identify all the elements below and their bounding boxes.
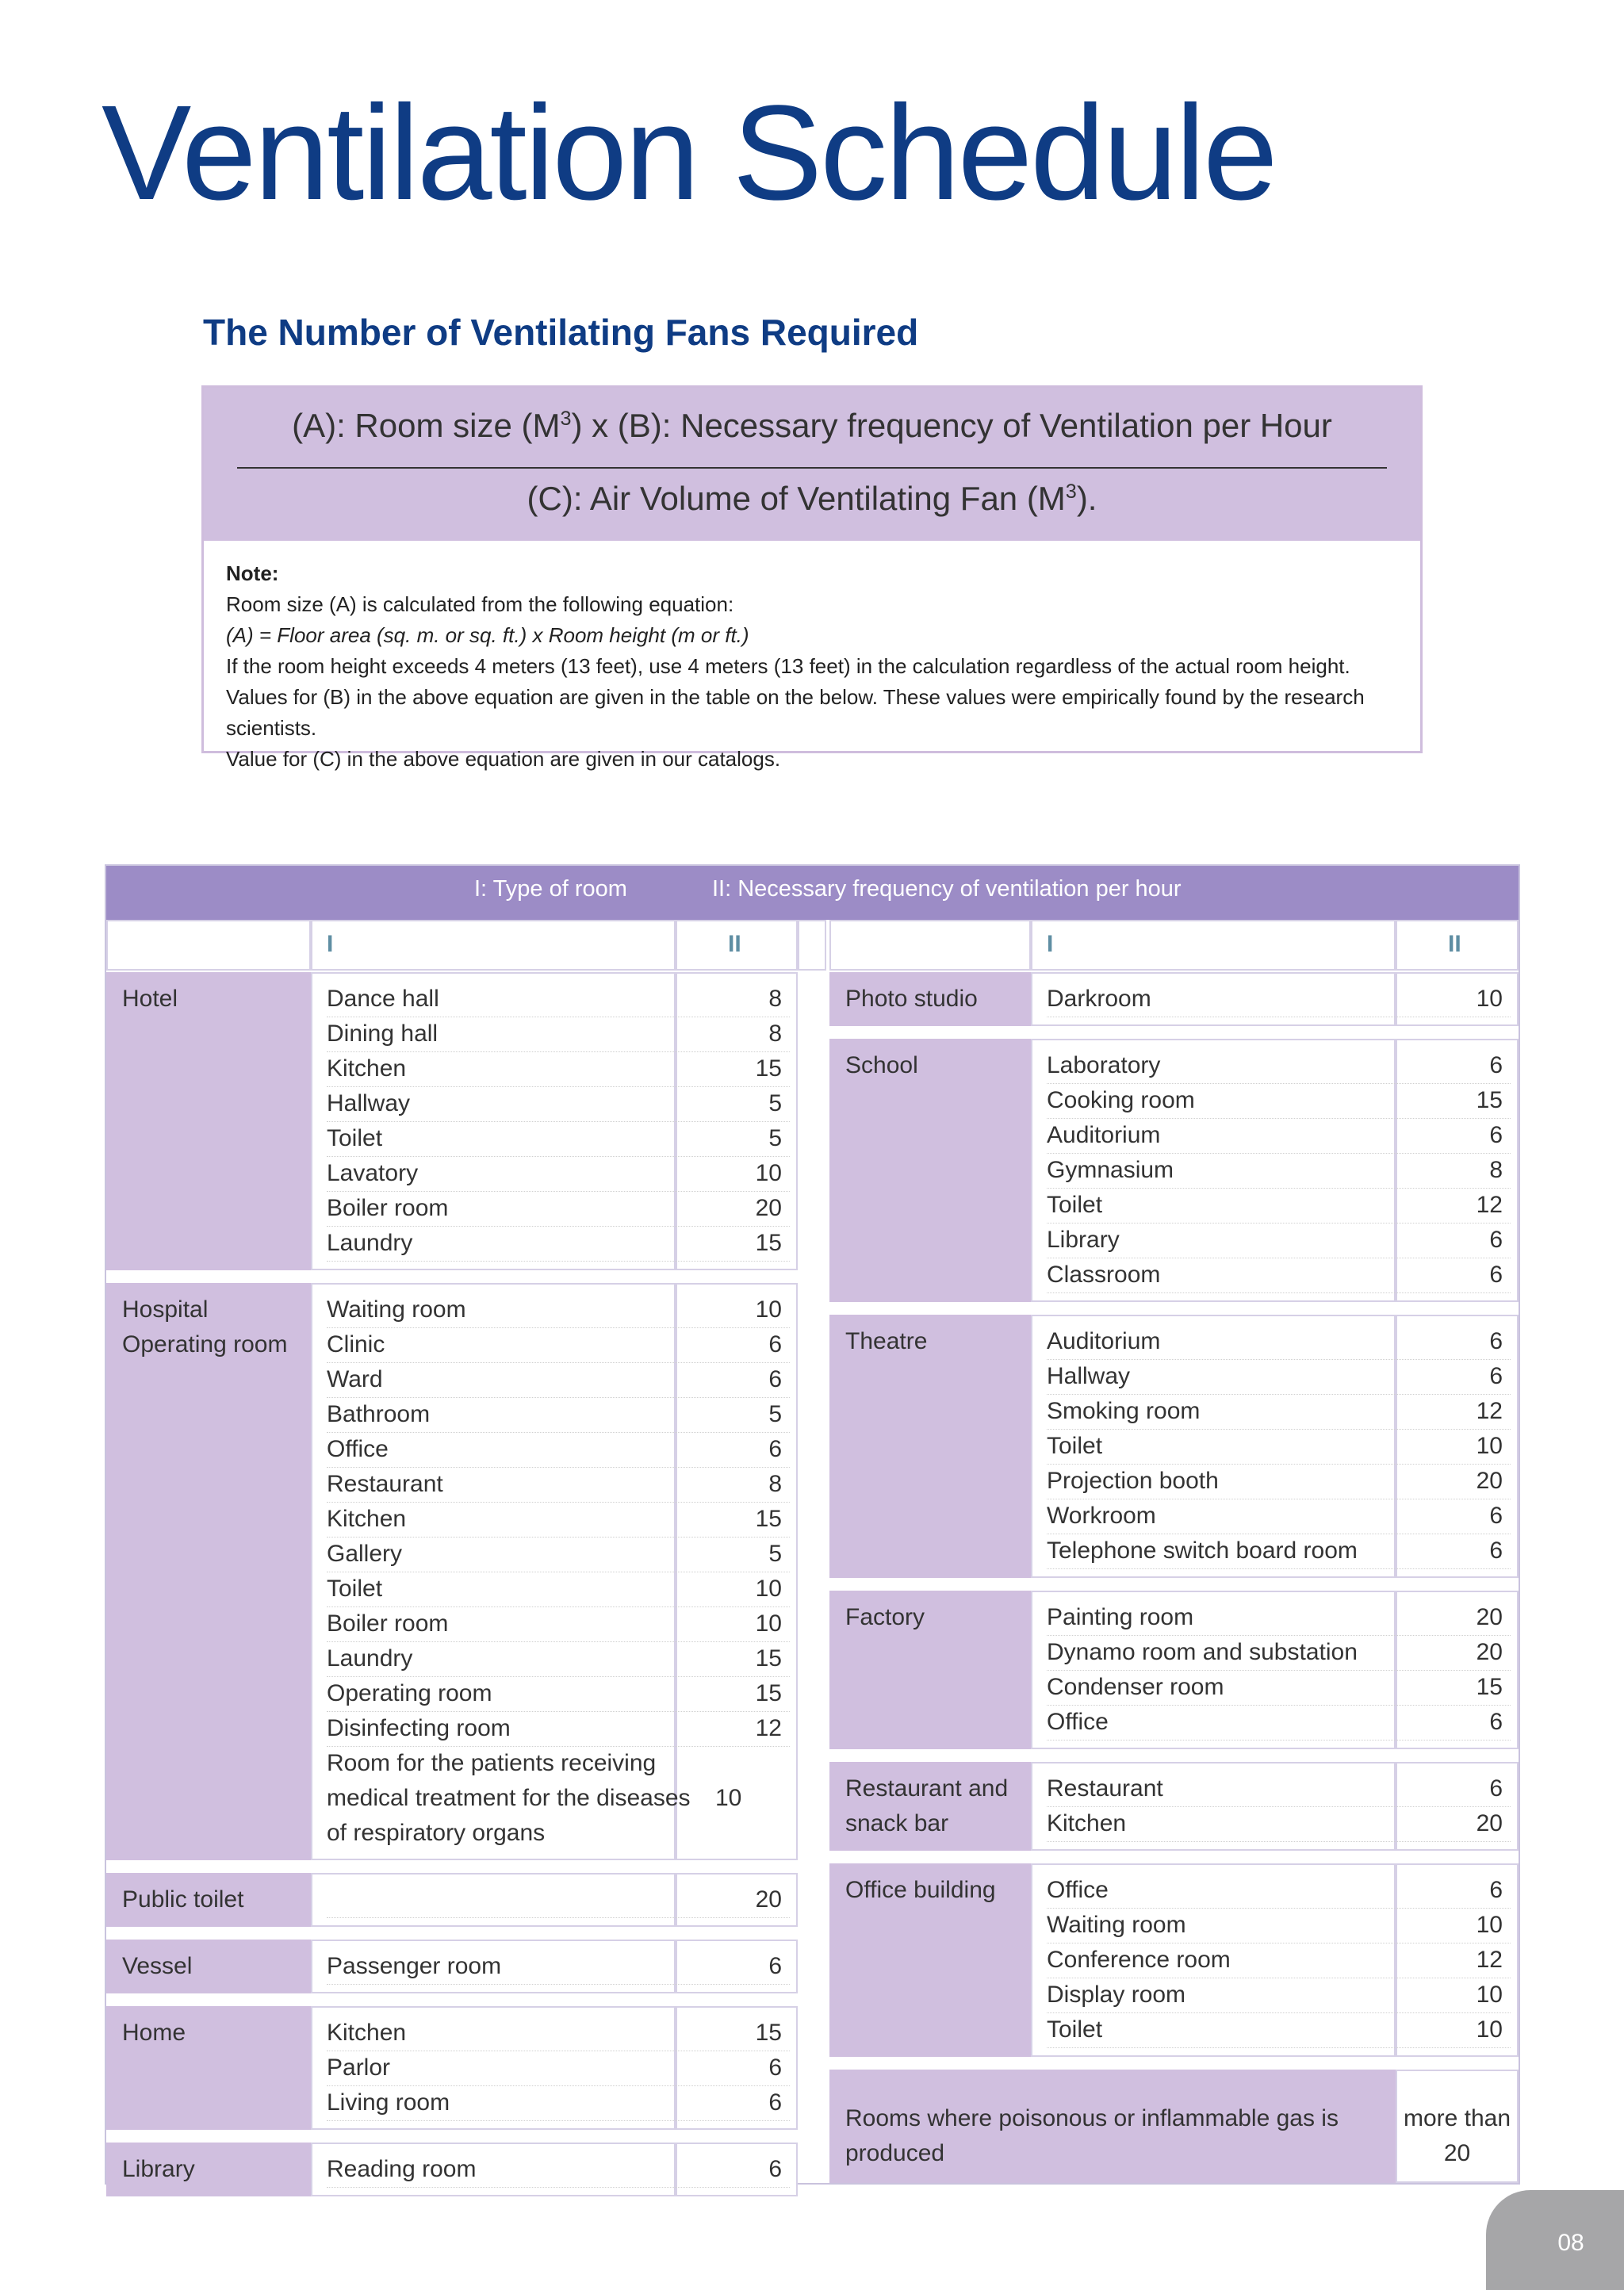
category-cell: Vessel xyxy=(106,1940,311,1993)
table-row xyxy=(327,1641,790,1677)
frequency-value: 10 xyxy=(755,1576,782,1602)
table-row xyxy=(327,1362,790,1398)
frequency-value: 10 xyxy=(1476,1982,1503,2008)
frequency-value: 15 xyxy=(755,1055,782,1082)
frequency-value: 5 xyxy=(768,1401,782,1427)
formula-numerator: (A): Room size $(M^3)$ x (B): Necessary frequency of Ventilation per Hour xyxy=(292,407,1332,444)
category-cell: Factory xyxy=(829,1591,1031,1749)
table-row xyxy=(1047,1873,1511,1909)
table-row xyxy=(1047,1359,1511,1395)
table-row xyxy=(1047,1670,1511,1706)
table-row xyxy=(327,1572,790,1607)
table-row xyxy=(327,1676,790,1712)
table-row xyxy=(327,1882,790,1918)
frequency-value: 6 xyxy=(1489,1775,1503,1802)
room-name: Toilet xyxy=(1047,1433,1103,1459)
frequency-value: 6 xyxy=(768,2089,782,2116)
room-name: Dynamo room and substation xyxy=(1047,1639,1358,1665)
frequency-value: 10 xyxy=(1476,1912,1503,1938)
room-name: Auditorium xyxy=(1047,1122,1161,1148)
category-cell: Public toilet xyxy=(106,1873,311,1927)
table-row xyxy=(327,1467,790,1503)
frequency-value: 15 xyxy=(755,2020,782,2046)
category-cell: School xyxy=(829,1039,1031,1302)
room-name: Kitchen xyxy=(327,2020,407,2046)
frequency-value: 6 xyxy=(768,2054,782,2081)
table-header-cell xyxy=(798,920,826,971)
frequency-value: 6 xyxy=(1489,1538,1503,1564)
room-name: Disinfecting room xyxy=(327,1715,511,1741)
room-name: Dining hall xyxy=(327,1021,439,1047)
note-line: If the room height exceeds 4 meters (13 feet), use 4 meters (13 feet) in the calculation regardless of the actual room height. xyxy=(226,654,1350,678)
room-name: Hallway xyxy=(327,1090,411,1116)
room-name: Waiting room xyxy=(327,1296,466,1323)
table-row xyxy=(1047,1771,1511,1807)
room-name: Office xyxy=(1047,1709,1109,1735)
room-name: Hallway xyxy=(1047,1363,1131,1389)
frequency-value: 10 xyxy=(755,1610,782,1637)
room-name: Cooking room xyxy=(1047,1087,1195,1113)
table-header xyxy=(106,866,1519,920)
section-subtitle: The Number of Ventilating Fans Required xyxy=(203,312,919,353)
frequency-value: 6 xyxy=(1489,1262,1503,1288)
frequency-value: 12 xyxy=(755,1715,782,1741)
table-row xyxy=(1047,1258,1511,1293)
table-row xyxy=(327,1017,790,1052)
table-row xyxy=(1047,1394,1511,1430)
table-row xyxy=(327,2152,790,2188)
room-name: Laboratory xyxy=(1047,1052,1161,1078)
col-header-ii: II xyxy=(1448,931,1461,957)
room-name: Toilet xyxy=(327,1576,383,1602)
room-name: Laundry xyxy=(327,1230,413,1256)
frequency-value: 6 xyxy=(1489,1122,1503,1148)
frequency-value: 6 xyxy=(768,2156,782,2182)
table-row xyxy=(327,1537,790,1572)
table-header-cell xyxy=(106,920,311,971)
room-name: Dance hall xyxy=(327,986,439,1012)
frequency-value: 8 xyxy=(768,1021,782,1047)
room-name: Office xyxy=(1047,1877,1109,1903)
table-row xyxy=(1047,1429,1511,1465)
category-cell: Restaurant and snack bar xyxy=(829,1762,1031,1851)
frequency-value: 15 xyxy=(755,1230,782,1256)
room-name: Toilet xyxy=(1047,2016,1103,2043)
room-name: Boiler room xyxy=(327,1610,449,1637)
category-cell: Hotel xyxy=(106,972,311,1270)
room-name: Kitchen xyxy=(1047,1810,1127,1836)
frequency-value: 6 xyxy=(768,1953,782,1979)
table-row xyxy=(1047,1600,1511,1636)
header-type-of-room: I: Type of room xyxy=(474,876,627,902)
table-row xyxy=(1047,1188,1511,1224)
room-name: Projection booth xyxy=(1047,1468,1219,1494)
col-header-i: I xyxy=(327,931,334,957)
formula-denominator: (C): Air Volume of Ventilating Fan $(M^3)$. xyxy=(527,480,1097,517)
category-cell: Home xyxy=(106,2006,311,2130)
room-name: Clinic xyxy=(327,1331,385,1358)
table-row xyxy=(1047,1153,1511,1189)
frequency-value: 20 xyxy=(1476,1639,1503,1665)
table-row xyxy=(1047,1083,1511,1119)
category-cell: Theatre xyxy=(829,1315,1031,1578)
table-row xyxy=(327,982,790,1017)
frequency-value: 10 xyxy=(1476,1433,1503,1459)
table-row xyxy=(1047,1464,1511,1499)
room-name: Condenser room xyxy=(1047,1674,1224,1700)
room-name: Painting room xyxy=(1047,1604,1194,1630)
table-header-cell xyxy=(311,920,676,971)
table-header-cell xyxy=(676,920,798,971)
page-number: 08 xyxy=(1486,2190,1624,2290)
room-name: Living room xyxy=(327,2089,450,2116)
frequency-value: 8 xyxy=(1489,1157,1503,1183)
note-line: (A) = Floor area (sq. m. or sq. ft.) x Room height (m or ft.) xyxy=(226,623,749,647)
frequency-value: 6 xyxy=(1489,1877,1503,1903)
table-header-cell xyxy=(1031,920,1396,971)
table-row xyxy=(1047,982,1511,1017)
frequency-value: 5 xyxy=(768,1090,782,1116)
gas-category-cell: Rooms where poisonous or inflammable gas is produced xyxy=(829,2070,1396,2183)
table-row xyxy=(1047,2012,1511,2048)
frequency-value: 15 xyxy=(755,1645,782,1672)
room-name: Boiler room xyxy=(327,1195,449,1221)
frequency-value: 6 xyxy=(768,1366,782,1392)
table-row xyxy=(327,1949,790,1985)
table-row xyxy=(327,1502,790,1538)
frequency-value: 20 xyxy=(1476,1468,1503,1494)
table-row xyxy=(327,1327,790,1363)
room-name: Darkroom xyxy=(1047,986,1151,1012)
table-row xyxy=(1047,1806,1511,1842)
frequency-value: 10 xyxy=(755,1296,782,1323)
table-row xyxy=(1047,1534,1511,1569)
table-row xyxy=(327,1397,790,1433)
table-row xyxy=(327,1086,790,1122)
frequency-value: 6 xyxy=(1489,1363,1503,1389)
table-row xyxy=(1047,1048,1511,1084)
table-row xyxy=(327,2085,790,2121)
table-row xyxy=(327,1711,790,1747)
frequency-value: 6 xyxy=(1489,1227,1503,1253)
room-name: Auditorium xyxy=(1047,1328,1161,1354)
page-title: Ventilation Schedule xyxy=(102,78,1276,228)
table-row xyxy=(327,1432,790,1468)
note-line: Room size (A) is calculated from the following equation: xyxy=(226,592,734,616)
table-row xyxy=(327,1051,790,1087)
col-header-i: I xyxy=(1047,931,1054,957)
table-row xyxy=(1047,1499,1511,1534)
frequency-value: 20 xyxy=(1476,1604,1503,1630)
frequency-value: 5 xyxy=(768,1125,782,1151)
formula-box xyxy=(201,385,1423,771)
frequency-value: 12 xyxy=(1476,1192,1503,1218)
frequency-value: 6 xyxy=(1489,1328,1503,1354)
ventilation-table xyxy=(105,864,1520,2185)
notes xyxy=(226,558,1420,775)
frequency-value: 10 xyxy=(1476,986,1503,1012)
frequency-value: 15 xyxy=(755,1680,782,1706)
table-row xyxy=(327,1121,790,1157)
header-frequency: II: Necessary frequency of ventilation per hour xyxy=(712,876,1182,902)
frequency-value: 10 xyxy=(755,1160,782,1186)
frequency-value: 8 xyxy=(768,1471,782,1497)
room-name: Kitchen xyxy=(327,1506,407,1532)
room-name: Gymnasium xyxy=(1047,1157,1174,1183)
room-name: Office xyxy=(327,1436,389,1462)
room-name: Waiting room xyxy=(1047,1912,1186,1938)
frequency-value: 12 xyxy=(1476,1947,1503,1973)
room-name: Telephone switch board room xyxy=(1047,1538,1358,1564)
frequency-value: 6 xyxy=(768,1436,782,1462)
table-row xyxy=(327,2051,790,2086)
room-name: Workroom xyxy=(1047,1503,1156,1529)
table-header-cell xyxy=(1396,920,1519,971)
room-name: Library xyxy=(1047,1227,1120,1253)
formula-panel xyxy=(204,388,1420,541)
room-name: Operating room xyxy=(327,1680,492,1706)
table-row xyxy=(1047,1908,1511,1943)
frequency-value: 20 xyxy=(755,1886,782,1913)
table-row xyxy=(327,2016,790,2051)
frequency-value: 15 xyxy=(1476,1087,1503,1113)
frequency-value: 8 xyxy=(768,986,782,1012)
frequency-value: 6 xyxy=(1489,1709,1503,1735)
note-line: Value for (C) in the above equation are given in our catalogs. xyxy=(226,747,781,771)
frequency-value: 20 xyxy=(755,1195,782,1221)
fraction-line xyxy=(237,467,1387,469)
category-cell: Photo studio xyxy=(829,972,1031,1026)
table-row xyxy=(1047,1705,1511,1740)
room-name: Toilet xyxy=(1047,1192,1103,1218)
frequency-value: 12 xyxy=(1476,1398,1503,1424)
table-row xyxy=(327,1292,790,1328)
frequency-value: 6 xyxy=(1489,1503,1503,1529)
table-row xyxy=(1047,1978,1511,2013)
table-row xyxy=(327,1156,790,1192)
room-name: Passenger room xyxy=(327,1953,502,1979)
room-name: Reading room xyxy=(327,2156,477,2182)
room-name: Kitchen xyxy=(327,1055,407,1082)
gas-frequency-value: more than 20 xyxy=(1403,2105,1511,2166)
room-name: Display room xyxy=(1047,1982,1186,2008)
frequency-value: 20 xyxy=(1476,1810,1503,1836)
room-name: Lavatory xyxy=(327,1160,419,1186)
room-name: Toilet xyxy=(327,1125,383,1151)
frequency-value: 6 xyxy=(1489,1052,1503,1078)
frequency-value: 5 xyxy=(768,1541,782,1567)
table-row xyxy=(327,1606,790,1642)
table-row xyxy=(1047,1324,1511,1360)
table-header-cell xyxy=(829,920,1031,971)
frequency-value: 15 xyxy=(755,1506,782,1532)
frequency-value: 10 xyxy=(715,1785,742,1811)
category-cell: Office building xyxy=(829,1863,1031,2057)
frequency-value: 10 xyxy=(1476,2016,1503,2043)
frequency-value: 6 xyxy=(768,1331,782,1358)
room-name: Ward xyxy=(327,1366,383,1392)
notes-heading: Note: xyxy=(226,561,279,585)
room-name: Room for the patients receiving medical treatment for the diseases of respiratory organs xyxy=(327,1750,691,1846)
table-row xyxy=(1047,1118,1511,1154)
room-name: Classroom xyxy=(1047,1262,1161,1288)
room-name: Laundry xyxy=(327,1645,413,1672)
room-name: Smoking room xyxy=(1047,1398,1201,1424)
room-name: Gallery xyxy=(327,1541,403,1567)
category-cell: Hospital Operating room xyxy=(106,1283,311,1860)
frequency-value: 15 xyxy=(1476,1674,1503,1700)
room-name: Restaurant xyxy=(327,1471,443,1497)
table-row xyxy=(1047,1223,1511,1258)
room-name: Parlor xyxy=(327,2054,391,2081)
note-line: Values for (B) in the above equation are given in the table on the below. These values were empirically found by the research scientists. xyxy=(226,685,1365,740)
table-row xyxy=(1047,1943,1511,1978)
col-header-ii: II xyxy=(728,931,741,957)
room-name: Restaurant xyxy=(1047,1775,1163,1802)
category-cell: Library xyxy=(106,2143,311,2196)
room-name: Conference room xyxy=(1047,1947,1231,1973)
room-name: Bathroom xyxy=(327,1401,431,1427)
table-row xyxy=(327,1226,790,1262)
table-row xyxy=(327,1191,790,1227)
table-row xyxy=(1047,1635,1511,1671)
